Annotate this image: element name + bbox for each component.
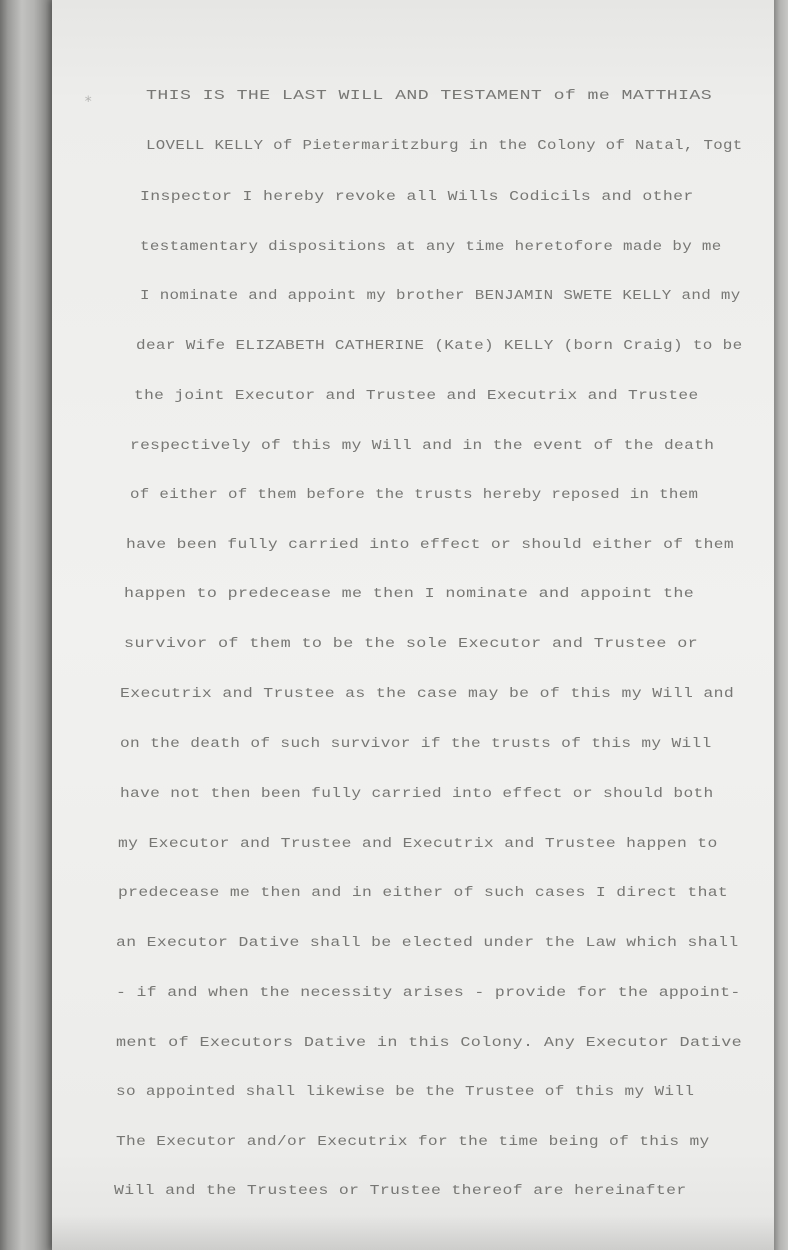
text-line: have been fully carried into effect or should either of them xyxy=(126,538,735,553)
text-line: an Executor Dative shall be elected under the Law which shall xyxy=(116,936,739,951)
text-line: THIS IS THE LAST WILL AND TESTAMENT of me MATTHIAS xyxy=(146,89,713,104)
document-page xyxy=(52,0,774,1250)
text-line: LOVELL KELLY of Pietermaritzburg in the Colony of Natal, Togt xyxy=(146,139,743,154)
text-line: survivor of them to be the sole Executor and Trustee or xyxy=(124,637,699,652)
text-line: ment of Executors Dative in this Colony. Any Executor Dative xyxy=(116,1036,743,1051)
text-line: happen to predecease me then I nominate and appoint the xyxy=(124,587,695,602)
text-line: the joint Executor and Trustee and Executrix and Trustee xyxy=(134,389,699,404)
text-line: predecease me then and in either of such cases I direct that xyxy=(118,886,729,901)
text-line: testamentary dispositions at any time heretofore made by me xyxy=(140,240,722,255)
text-line: dear Wife ELIZABETH CATHERINE (Kate) KELLY (born Craig) to be xyxy=(136,339,743,354)
speck-mark: * xyxy=(84,94,93,110)
binding-edge xyxy=(0,0,52,1250)
text-line: I nominate and appoint my brother BENJAMIN SWETE KELLY and my xyxy=(140,289,741,304)
text-line: - if and when the necessity arises - provide for the appoint- xyxy=(116,986,741,1001)
text-line: Executrix and Trustee as the case may be of this my Will and xyxy=(120,687,735,702)
text-line: Will and the Trustees or Trustee thereof are hereinafter xyxy=(114,1184,687,1199)
text-line: respectively of this my Will and in the event of the death xyxy=(130,439,715,454)
text-line: on the death of such survivor if the trusts of this my Will xyxy=(120,737,712,752)
page-bottom-shadow xyxy=(52,1215,774,1250)
text-line: my Executor and Trustee and Executrix and Trustee happen to xyxy=(118,837,718,852)
text-line: have not then been fully carried into effect or should both xyxy=(120,787,714,802)
page-right-edge xyxy=(774,0,788,1250)
text-line: The Executor and/or Executrix for the time being of this my xyxy=(116,1135,710,1150)
text-line: Inspector I hereby revoke all Wills Codicils and other xyxy=(140,190,694,205)
text-line: of either of them before the trusts hereby reposed in them xyxy=(130,488,699,503)
text-line: so appointed shall likewise be the Trustee of this my Will xyxy=(116,1085,695,1100)
